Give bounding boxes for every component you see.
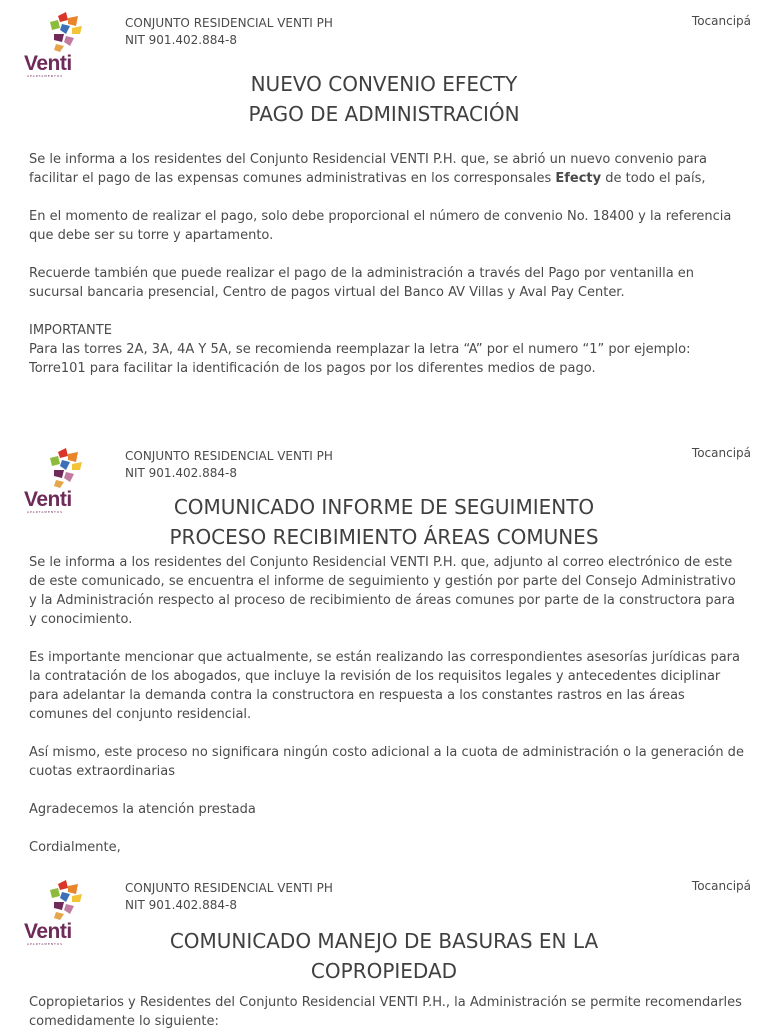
paragraph: Recuerde también que puede realizar el pago de la administración a través del Pago por ventanilla en sucursal bancaria presencial, Centro de pagos virtual del Banco AV Villas y Aval Pay Center. xyxy=(29,266,695,300)
title-line-2: PAGO DE ADMINISTRACIÓN xyxy=(248,102,520,126)
org-name: CONJUNTO RESIDENCIAL VENTI PH xyxy=(125,16,333,30)
org-name: CONJUNTO RESIDENCIAL VENTI PH xyxy=(125,881,333,895)
venti-logo-mark-icon xyxy=(24,880,90,924)
title-line-1: COMUNICADO MANEJO DE BASURAS EN LA xyxy=(169,929,599,953)
closing: Cordialmente, xyxy=(29,840,121,855)
paragraph: Agradecemos la atención prestada xyxy=(29,802,256,817)
org-block xyxy=(125,15,333,49)
city-label: Tocancipá xyxy=(691,446,751,460)
notice-body xyxy=(29,993,744,1031)
paragraph: Copropietarios y Residentes del Conjunto Residencial VENTI P.H., la Administración se permite recomendarles comedidamente lo siguiente: xyxy=(29,995,742,1029)
logo-wordmark: Venti xyxy=(24,52,72,75)
notice-title xyxy=(0,926,768,986)
venti-logo-mark-icon xyxy=(24,12,90,56)
efecty-bold: Efecty xyxy=(555,171,602,186)
paragraph: Es importante mencionar que actualmente, se están realizando las correspondientes asesorías jurídicas para la contratación de los abogados, que incluye la revisión de los requisitos legales y antecedentes diciplinar para adelantar la demanda contra la constructora en respuesta a los constantes rastros en las áreas comunes del conjunto residencial. xyxy=(29,650,740,722)
title-line-2: PROCESO RECIBIMIENTO ÁREAS COMUNES xyxy=(169,525,599,549)
org-nit: NIT 901.402.884-8 xyxy=(125,898,237,912)
org-name: CONJUNTO RESIDENCIAL VENTI PH xyxy=(125,449,333,463)
paragraph: Se le informa a los residentes del Conjunto Residencial VENTI P.H. que, adjunto al correo electrónico de este de este comunicado, se encuentra el informe de seguimiento y gestión por parte del Consejo Administrativo y la Administración respecto al proceso de recibimiento de áreas comunes por parte de la constructora para y conocimiento. xyxy=(29,555,736,627)
paragraph: Se le informa a los residentes del Conjunto Residencial VENTI P.H. que, se abrió un nuevo convenio para facilitar el pago de las expensas comunes administrativas en los corresponsales Efecty de todo el país, xyxy=(29,152,707,186)
logo-subtext: APARTAMENTOS xyxy=(27,510,64,514)
org-block xyxy=(125,448,333,482)
logo-wordmark: Venti xyxy=(24,488,72,511)
org-nit: NIT 901.402.884-8 xyxy=(125,33,237,47)
notice-title xyxy=(0,69,768,129)
notice-body xyxy=(29,150,744,378)
logo-wordmark: Venti xyxy=(24,920,72,943)
title-line-1: COMUNICADO INFORME DE SEGUIMIENTO xyxy=(173,495,595,519)
org-block xyxy=(125,880,333,914)
city-label: Tocancipá xyxy=(691,14,751,28)
logo-subtext: APARTAMENTOS xyxy=(27,942,64,946)
paragraph: En el momento de realizar el pago, solo debe proporcional el número de convenio No. 18400 y la referencia que debe ser su torre y apartamento. xyxy=(29,209,732,243)
notice-title xyxy=(0,492,768,552)
city-label: Tocancipá xyxy=(691,879,751,893)
title-line-2: COPROPIEDAD xyxy=(310,959,458,983)
venti-logo-mark-icon xyxy=(24,448,90,492)
logo-subtext: APARTAMENTOS xyxy=(27,74,64,78)
important-heading: IMPORTANTE xyxy=(29,323,112,338)
title-line-1: NUEVO CONVENIO EFECTY xyxy=(250,72,518,96)
notice-body xyxy=(29,553,744,857)
paragraph: Para las torres 2A, 3A, 4A Y 5A, se recomienda reemplazar la letra “A” por el numero “1” por ejemplo: Torre101 para facilitar la identificación de los pagos por los diferentes medios de pago. xyxy=(29,342,691,376)
paragraph: Así mismo, este proceso no significara ningún costo adicional a la cuota de administración o la generación de cuotas extraordinarias xyxy=(29,745,744,779)
org-nit: NIT 901.402.884-8 xyxy=(125,466,237,480)
